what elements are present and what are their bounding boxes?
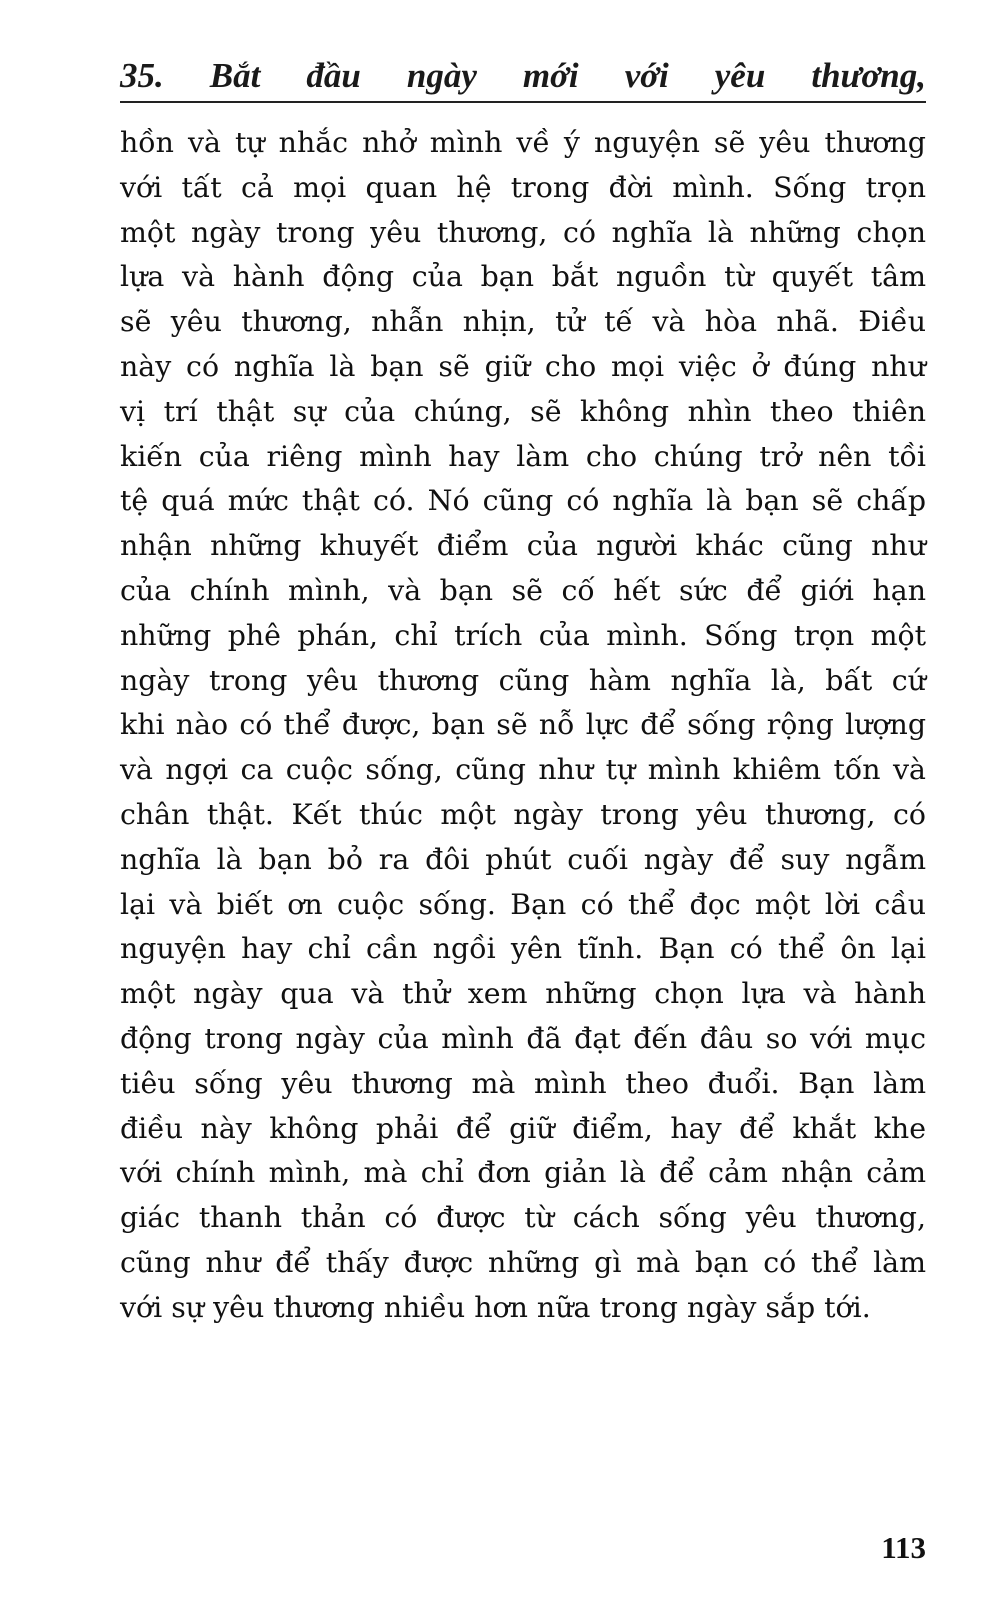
text-line: tiêu sống yêu thương mà mình theo đuổi. Bạn làm (120, 1066, 926, 1100)
text-line: với tất cả mọi quan hệ trong đời mình. Sống trọn (120, 170, 926, 204)
text-line: nguyện hay chỉ cần ngồi yên tĩnh. Bạn có thể ôn lại (120, 932, 926, 966)
text-line: ngày trong yêu thương cũng hàm nghĩa là, bất cứ (120, 663, 926, 697)
text-line: này có nghĩa là bạn sẽ giữ cho mọi việc ở đúng như (120, 349, 926, 383)
text-line: tệ quá mức thật có. Nó cũng có nghĩa là bạn sẽ chấp (120, 484, 926, 518)
text-line: một ngày qua và thử xem những chọn lựa và hành (120, 977, 926, 1011)
header-word: với (624, 56, 669, 95)
text-line: động trong ngày của mình đã đạt đến đâu so với mục (120, 1021, 926, 1055)
text-line: vị trí thật sự của chúng, sẽ không nhìn theo thiên (120, 394, 926, 428)
text-line: với sự yêu thương nhiều hơn nữa trong ngày sắp tới. (120, 1290, 871, 1324)
header-word: mới (522, 56, 579, 95)
text-line: khi nào có thể được, bạn sẽ nỗ lực để sống rộng lượng (120, 708, 926, 742)
header-word: thương, (811, 56, 926, 95)
header-word: đầu (306, 56, 361, 95)
text-line: một ngày trong yêu thương, có nghĩa là những chọn (120, 215, 926, 249)
header-word: Bắt (209, 56, 261, 95)
text-line: nghĩa là bạn bỏ ra đôi phút cuối ngày để suy ngẫm (120, 842, 926, 876)
text-line: và ngợi ca cuộc sống, cũng như tự mình khiêm tốn và (120, 753, 926, 787)
header-word: yêu (714, 56, 766, 95)
body-paragraph (120, 121, 926, 1331)
text-line: với chính mình, mà chỉ đơn giản là để cảm nhận cảm (120, 1156, 926, 1190)
text-line: của chính mình, và bạn sẽ cố hết sức để giới hạn (120, 573, 926, 607)
header-word: ngày (406, 56, 477, 95)
text-line: lại và biết ơn cuộc sống. Bạn có thể đọc một lời cầu (120, 887, 926, 921)
text-line: chân thật. Kết thúc một ngày trong yêu thương, có (120, 797, 926, 831)
text-line: kiến của riêng mình hay làm cho chúng trở nên tồi (120, 439, 926, 473)
page-number: 113 (881, 1530, 926, 1565)
header-divider (120, 101, 926, 103)
running-header (120, 52, 926, 96)
text-line: những phê phán, chỉ trích của mình. Sống trọn một (120, 618, 926, 652)
text-line: giác thanh thản có được từ cách sống yêu thương, (120, 1201, 926, 1235)
text-line: hồn và tự nhắc nhở mình về ý nguyện sẽ yêu thương (120, 126, 926, 159)
text-line: sẽ yêu thương, nhẫn nhịn, tử tế và hòa nhã. Điều (120, 305, 926, 339)
text-line: nhận những khuyết điểm của người khác cũng như (120, 529, 926, 563)
text-line: cũng như để thấy được những gì mà bạn có thể làm (120, 1245, 926, 1279)
text-line: lựa và hành động của bạn bắt nguồn từ quyết tâm (120, 260, 926, 294)
header-word: 35. (120, 56, 164, 95)
text-line: điều này không phải để giữ điểm, hay để khắt khe (120, 1111, 926, 1145)
